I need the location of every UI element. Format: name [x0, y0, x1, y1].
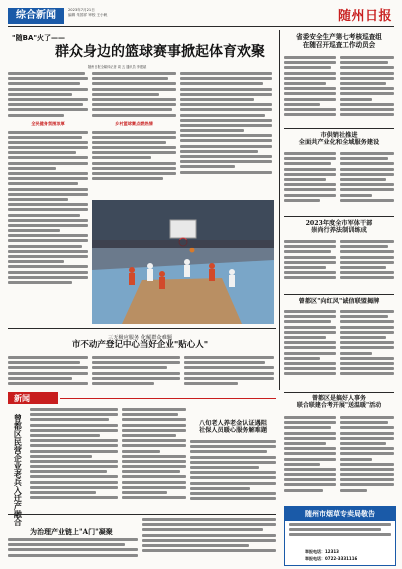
right-lower3-text-2 [340, 416, 394, 502]
news-red-rule [60, 398, 276, 399]
middle-text-3 [184, 356, 274, 390]
right-top-headline: 省委安全生产第七考核巡查组 在随召开巡查工作动员会 [296, 33, 382, 49]
vertical-headline: 曾都区民营企业老兵入迁产融合 [13, 414, 24, 526]
middle-text-1 [8, 356, 88, 390]
right-top-text-2 [340, 56, 394, 126]
right-rule-2 [284, 216, 394, 217]
lower-center-text [190, 440, 276, 512]
ad-title: 随州市烟草专卖局敬告 [285, 507, 395, 521]
bottom-center-text [142, 518, 276, 566]
right-lower-text-2 [340, 240, 394, 292]
subhead-1: 全民健身氛围浓厚 [31, 120, 65, 126]
bottom-left-text [8, 538, 138, 566]
newspaper-brand: 随州日报 [337, 9, 392, 24]
right-lower2-headline: 曾都区"向红风"诚信联盟揭牌 [298, 298, 380, 305]
right-top-text-1 [284, 56, 336, 126]
right-lower3-headline: 曾都区是搞好人事务 联合联建合考开展"送温暖"活动 [296, 395, 382, 409]
tobacco-notice-ad [284, 506, 396, 566]
lower-left-text-2 [122, 408, 186, 512]
bottom-left-headline: 为治理产业链上"A门"凝聚 [30, 527, 113, 536]
right-lower-text-1 [284, 240, 336, 292]
news-label-text: 新闻 [14, 394, 30, 403]
main-article-column-2 [92, 72, 176, 200]
right-lower-headline: 2023年度全市军体干部 崇尚行养法制训练成 [305, 220, 373, 235]
header-rule [8, 26, 394, 27]
subhead-2: 乡村篮球赛点燃热情 [115, 120, 153, 126]
issue-date: 2023年7月21日 [68, 8, 95, 12]
middle-headline: 市不动产登记中心当好企业"贴心人" [71, 340, 209, 350]
lower-center-headline: 八旬老人养老金认证遇阻 社保人员暖心服务解难题 [198, 420, 268, 435]
right-mid-text-1 [284, 152, 336, 214]
basketball-photo [92, 200, 274, 324]
main-byline: 随州日报全媒体记者 周 五 通讯员 李建斌 [88, 65, 147, 69]
ad-phone-1: 举报电话：12313 [305, 549, 339, 554]
basketball-scene-image [92, 200, 274, 324]
middle-kicker: 三无极应服务 化解群众难题 [108, 335, 172, 341]
right-rule-4 [284, 392, 394, 393]
mid-page-rule [8, 328, 276, 329]
section-label: 综合新闻 [8, 8, 64, 24]
lower-left-text-1 [30, 408, 118, 512]
bottom-rule [8, 514, 276, 515]
ad-body-text [289, 523, 391, 545]
middle-text-2 [92, 356, 180, 390]
right-rule-3 [284, 294, 394, 295]
right-lower3-text-1 [284, 416, 336, 502]
main-headline: 群众身边的篮球赛事掀起体育欢聚 [55, 44, 265, 60]
editors-line: 编辑 朱国祥 审校 王小帆 [68, 13, 108, 17]
issue-meta [68, 8, 107, 18]
right-rule-1 [284, 128, 394, 129]
ad-phone-2: 举报电话：0722-3331116 [305, 556, 358, 561]
right-lower2-text-2 [340, 310, 394, 390]
right-column-divider [279, 30, 280, 390]
main-kicker: "随BA"火了—— [12, 34, 66, 42]
right-lower2-text-1 [284, 310, 336, 390]
main-article-column-3 [180, 72, 272, 200]
main-article-column-1 [8, 72, 88, 322]
right-mid-text-2 [340, 152, 394, 214]
right-mid-headline: 市供销社推进 全面共产业化和全域服务建设 [298, 132, 380, 147]
